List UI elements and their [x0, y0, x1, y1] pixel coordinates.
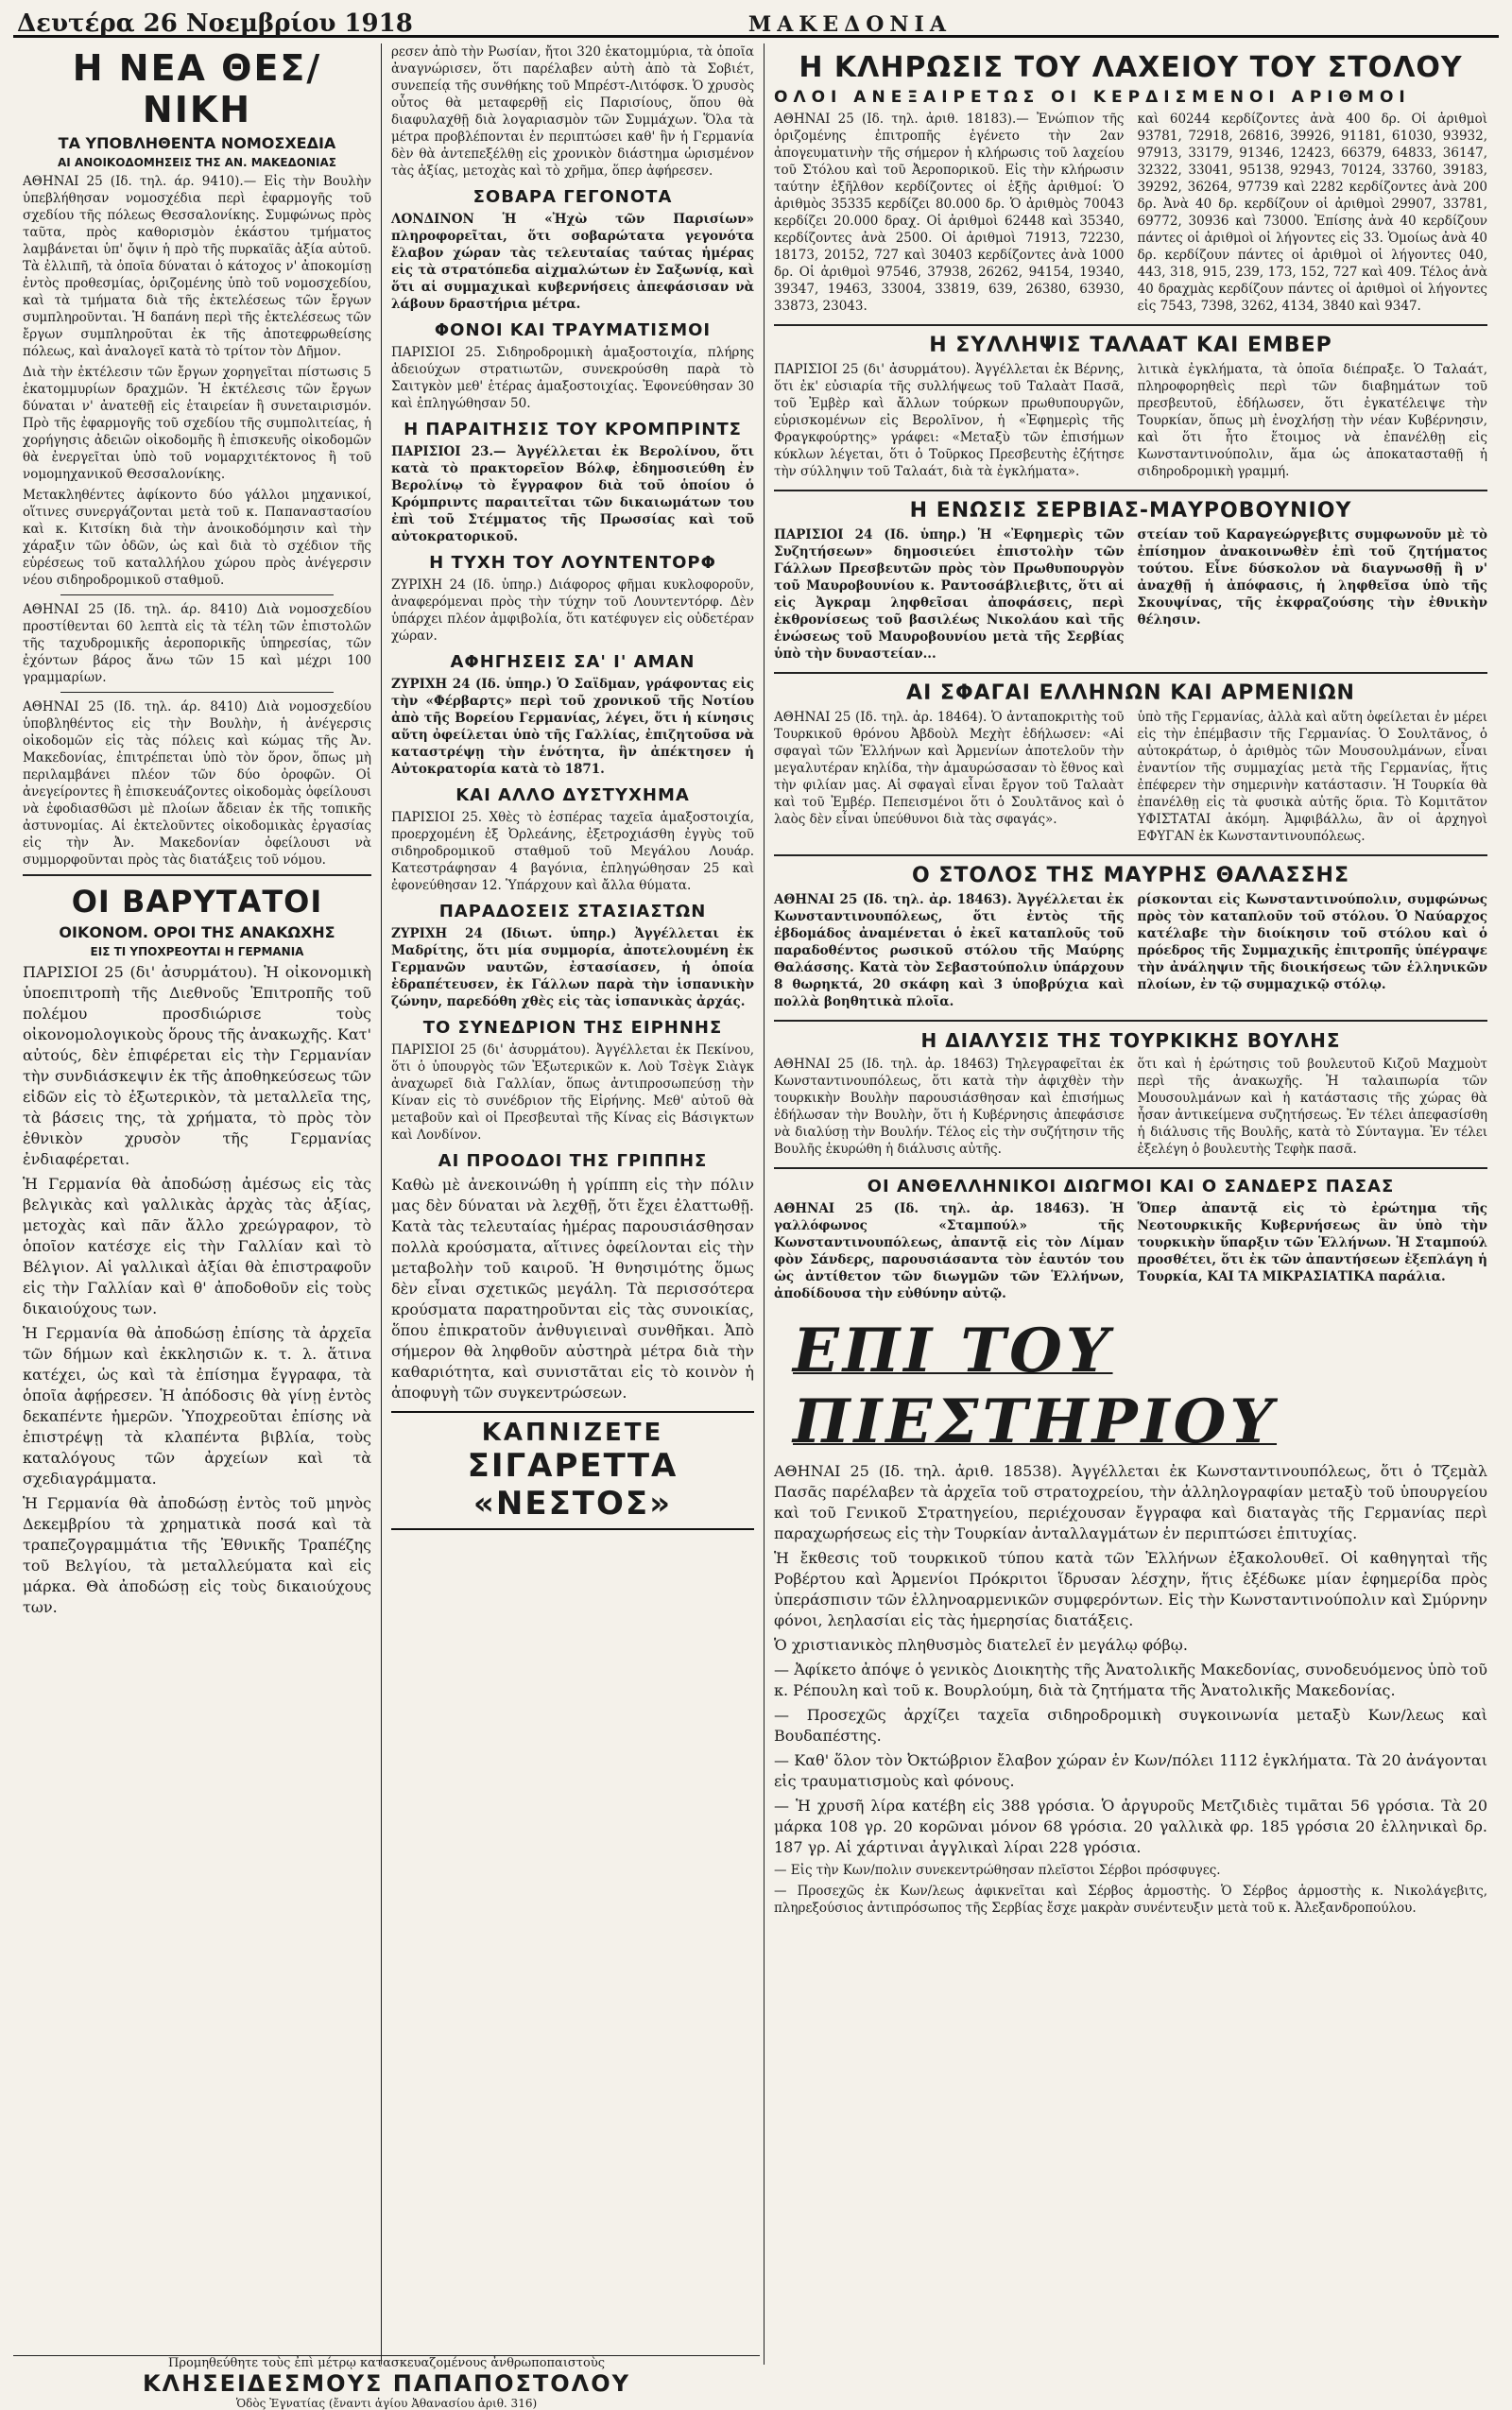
headline-rebels-surrender: ΠΑΡΑΔΟΣΕΙΣ ΣΤΑΣΙΑΣΤΩΝ — [438, 902, 707, 921]
article-paragraph: Διὰ τὴν ἐκτέλεσιν τῶν ἔργων χορηγεῖται πίστωσις 5 ἑκατομμυρίων δραχμῶν. Ἡ ἐκτέλεσις τῶν ἔργων δύναται ν' ἀνατεθῇ εἰς ἑταιρείαν ἢ συνεταιρισμόν. Πρὸ τῆς ἐφαρμογῆς τοῦ σχεδίου τῆς συμπολιτείας, ἡ χορήγησις ἀδειῶν οἰκοδομῆς ἢ ἐπισκευῆς οἰκοδομῶν θὰ ἐνεργεῖται ὑπὸ τοῦ νομαρχιτέκτονος ἢ τοῦ νομομηχανικοῦ Θεσσαλονίκης. — [23, 365, 371, 482]
article-paragraph: ρεσεν ἀπὸ τὴν Ρωσίαν, ἤτοι 320 ἑκατομμύρια, τὰ ὁποῖα ἀναγνώρισεν, ὅτι παρέλαβεν αὐτὴ ἀπὸ τὰ Σοβιέτ, συνεπείᾳ τῆς συνθήκης τοῦ Μπρέστ-Λιτόφσκ. Ὁ χρυσὸς οὗτος θὰ μεταφερθῇ εἰς Παρισίους, ὅπου θὰ διαφυλαχθῇ διὰ λογαριασμὸν τῶν Συμμάχων. Ὅλα τὰ μέτρα προβλέπονται ἐν περιπτώσει καθ' ἣν ἡ Γερμανία δὲν θὰ ἀντεπεξέλθῃ εἰς χρονικὸν διάστημα ὡρισμένον τὰς ἀξίας, μετοχὰς καὶ τὸ χρῆμα, ὅπερ ἀφήρεσεν. — [391, 44, 754, 179]
parliament-block — [774, 1056, 1487, 1162]
article-paragraph: ΖΥΡΙΧΗ 24 (Ιδ. ὑπηρ.) Διάφορος φῆμαι κυκλοφοροῦν, ἀναφερόμεναι πρὸς τὴν τύχην τοῦ Λουντεντόρφ. Δὲν ὑπάρχει πλέον ἀμφιβολία, ὅτι κατέφυγεν εἰς οὐδετέραν χώραν. — [391, 577, 754, 644]
article-paragraph: ΑΘΗΝΑΙ 25 (Ιδ. τηλ. ἀριθ. 18183).— Ἐνώπιον τῆς ὁριζομένης ἐπιτροπῆς ἐγένετο τὴν 2αν ἀπογευματινὴν τῆς σήμερον ἡ κλήρωσις τοῦ λαχείου τοῦ Στόλου καὶ τοῦ Ἀεροπορικοῦ. Εἰς τὴν κλήρωσιν ταύτην ἐξῆλθον κερδίζοντες οἱ ἑξῆς ἀριθμοί: Ὁ ἀριθμὸς 35335 κερδίζει 80.000 δρ. Ὁ ἀριθμὸς 70043 κερδίζει 20.000 δραχ. Οἱ ἀριθμοὶ 62448 καὶ 35340, κερδίζοντες ἀνὰ 2500. Οἱ ἀριθμοὶ 71913, 72230, 18173, 20152, 727 καὶ 30403 κερδίζοντες ἀνὰ 1000 δρ. Οἱ ἀριθμοὶ 97546, 37938, 26262, 94154, 19340, 39347, 19463, 33004, 33819, 639, 26380, 63930, 33873, 23043. — [774, 112, 1125, 314]
subhead-winning-numbers: ΟΛΟΙ ΑΝΕΞΑΙΡΕΤΩΣ ΟΙ ΚΕΡΔΙΣΜΕΝΟΙ ΑΡΙΘΜΟΙ — [774, 88, 1411, 107]
article-paragraph: ΠΑΡΙΣΙΟΙ 25 (δι' ἀσυρμάτου). Ἀγγέλλεται ἐκ Πεκίνου, ὅτι ὁ ὑπουργὸς τῶν Ἐξωτερικῶν κ. Λοὺ Τσὲγκ Σιὰγκ ἀναχωρεῖ διὰ Γαλλίαν, ὅπως ἀντιπροσωπεύσῃ τὴν Κίναν εἰς τὸ συνέδριον τῆς Εἰρήνης. Μεθ' αὐτοῦ θὰ μεταβοῦν καὶ οἱ Πρεσβευταὶ τῆς Κίνας εἰς Βάσιγκτων καὶ Λονδίνον. — [391, 1042, 754, 1143]
article-paragraph: Καθὼ μὲ ἀνεκοινώθη ἡ γρίππη εἰς τὴν πόλιν μας δὲν δύναται νὰ λεχθῇ, ὅτι ἔχει ἐλαττωθῇ. Κατὰ τὰς τελευταίας ἡμέρας παρουσιάσθησαν πολλὰ κρούσματα, αἵτινες ὀφείλονται εἰς τὴν μεταβολὴν τοῦ καιροῦ. Ἡ θνησιμότης ὅμως δὲν εἶναι σχετικῶς μεγάλη. Τὰ περισσότερα κρούσματα παρατηροῦνται εἰς τὰς συνοικίας, ὅπου ἐπικρατοῦν ἀνθυγιειναὶ συνθῆκαι. Ἀπὸ σήμερον θὰ ληφθοῦν αὐστηρὰ μέτρα διὰ τὴν καθαριότητα, καὶ συνιστᾶται εἰς τὸ κοινὸν ἡ ἀποφυγὴ τῶν συγκεντρώσεων. — [391, 1176, 754, 1402]
subhead-armistice-terms: ΟΙΚΟΝΟΜ. ΟΡΟΙ ΤΗΣ ΑΝΑΚΩΧΗΣ — [59, 923, 335, 941]
headline-crown-prince: Η ΠΑΡΑΙΤΗΣΙΣ ΤΟΥ ΚΡΟΜΠΡΙΝΤΣ — [404, 420, 742, 439]
article-paragraph: ΠΑΡΙΣΙΟΙ 25. Σιδηροδρομικὴ ἁμαξοστοιχία, πλήρης ἀδειούχων στρατιωτῶν, συνεκρούσθη παρὰ τὸ Σαιτγκὸν μεθ' ἑτέρας ἁμαξοστοιχίας. Ἐφονεύθησαν 30 καὶ ἐπληγώθησαν 50. — [391, 345, 754, 411]
article-paragraph: ὅτι καὶ ἡ ἐρώτησις τοῦ βουλευτοῦ Κιζοῦ Μαχμοὺτ περὶ τῆς ἀνακωχῆς. Ἡ ταλαιπωρία τῶν Μουσουλμάνων καὶ ἡ κατάστασις τῆς χώρας θὰ ἦσαν ἀντικείμενα συζητήσεως. Ἐν τέλει ἀπεφασίσθη ἡ διάλυσις τῆς Βουλῆς, κατὰ τὸ Σύνταγμα. Ἐν τέλει ἐξελέγη ὁ βουλευτὴς Τεφὴκ πασᾶ. — [1137, 1057, 1487, 1157]
headline-killings: ΦΟΝΟΙ ΚΑΙ ΤΡΑΥΜΑΤΙΣΜΟΙ — [434, 320, 712, 340]
article-paragraph: ΑΘΗΝΑΙ 25 (Ιδ. τηλ. ἀρ. 18463) Τηλεγραφεῖται ἐκ Κωνσταντινουπόλεως, ὅτι κατὰ τὴν ἀφιχθὲν τὴν τουρκικὴν Βουλὴν παρουσιάσθησαν καὶ ἐπισήμως ἐδήλωσαν τὴν Βουλὴν, ὅτι ἡ Κυβέρνησις ἀπεφάσισε νὰ διαλύσῃ τὴν Βουλήν. Τέλος εἰς τὴν συζήτησιν τῆς Βουλῆς ἐκυρώθη ἡ διάλυσις αὐτῆς. — [774, 1057, 1125, 1157]
ad-smoke: ΚΑΠΝΙΖΕΤΕ — [481, 1419, 664, 1447]
footer-ad — [13, 2355, 760, 2410]
article-paragraph: ΑΘΗΝΑΙ 25 (Ιδ. τηλ. άρ. 8410) Διὰ νομοσχεδίου προστίθενται 60 λεπτὰ εἰς τὰ τέλη τῶν ἐπιστολῶν τῆς ταχυδρομικῆς ἀεροπορικῆς ὑπηρεσίας, τῶν ἐχόντων βάρος ἄνω τῶν 15 καὶ μέχρι 100 γραμμαρίων. — [23, 602, 371, 685]
headline-persecutions: ΟΙ ΑΝΘΕΛΛΗΝΙΚΟΙ ΔΙΩΓΜΟΙ ΚΑΙ Ο ΣΑΝΔΕΡΣ ΠΑΣΑΣ — [867, 1177, 1395, 1196]
headline-serious-events: ΣΟΒΑΡΑ ΓΕΓΟΝΟΤΑ — [472, 187, 673, 207]
article-paragraph: Ἡ Γερμανία θὰ ἀποδώσῃ ἀμέσως εἰς τὰς βελγικὰς καὶ γαλλικὰς ἀρχὰς τὰς ἀξίας, μετοχὰς καὶ πᾶν ἄλλο χρεώγραφον, τὸ ὁποῖον κατέσχε εἰς τὴν Γαλλίαν καὶ τὸ Βέλγιον. Αἱ γαλλικαὶ ἀξίαι θὰ ἐπιστραφοῦν εἰς τὴν Γαλλίαν καὶ θ' ἀποδοθοῦν εἰς τοὺς δικαιούχους των. — [23, 1175, 371, 1317]
headline-new-thessaloniki: Η ΝΕΑ ΘΕΣ/ΝΙΚΗ — [72, 47, 322, 130]
lottery-block — [774, 111, 1487, 318]
article-paragraph: Ἡ Γερμανία θὰ ἀποδώσῃ ἐντὸς τοῦ μηνὸς Δεκεμβρίου τὰ χρηματικὰ ποσά καὶ τὰ τραπεζογραμμάτια τῆς Ἐθνικῆς Τραπέζης τοῦ Βελγίου, τὰ μεταλλεύματα καὶ εἰς μάρκα. Θὰ ἀποδώσῃ εἰς τοὺς δικαιούχους των. — [23, 1494, 371, 1616]
headline-ludendorff: Η ΤΥΧΗ ΤΟΥ ΛΟΥΝΤΕΝΤΟΡΦ — [429, 553, 716, 573]
article-paragraph: ΠΑΡΙΣΙΟΙ 25. Χθὲς τὸ ἑσπέρας ταχεῖα ἁμαξοστοιχία, προερχομένη ἐξ Ὀρλεάνης, ἐξετροχιάσθη ἐγγὺς τοῦ σιδηροδρομικοῦ σταθμοῦ τοῦ Μεγάλου Λουάρ. Κατεστράφησαν 4 βαγόνια, ἐπληγώθησαν 25 καὶ ἐφονεύθησαν 12. Ὑπάρχουν καὶ ἄλλα θύματα. — [391, 810, 754, 893]
headline-peace-conference: ΤΟ ΣΥΝΕΔΡΙΟΝ ΤΗΣ ΕΙΡΗΝΗΣ — [422, 1018, 723, 1038]
cigarette-ad — [391, 1411, 754, 1530]
divider — [60, 594, 334, 595]
article-paragraph: Ἡ Γερμανία θὰ ἀποδώσῃ ἐπίσης τὰ ἀρχεῖα τῶν δήμων καὶ ἐκκλησιῶν κ. τ. λ. ἅτινα κατέχει, ὡς καὶ τὰ ἐπίσημα ἔγγραφα, τὰ ὁποῖα ἀφῄρεσεν. Ἡ ἀπόδοσις θὰ γίνῃ ἐντὸς δεκαπέντε ἡμερῶν. Ὑποχρεοῦται ἐπίσης νὰ ἐπιστρέψῃ τὰ κλαπέντα βιβλία, τοὺς καταλόγους τῶν ἀρχείων καὶ τὰ σχεδιαγράμματα. — [23, 1324, 371, 1488]
article-paragraph: ΑΘΗΝΑΙ 25 (Ιδ. τηλ. ἀρ. 18463). Ἡ γαλλόφωνος «Σταμπούλ» τῆς Κωνσταντινουπόλεως, ἀπαντᾷ εἰς τὸν Λίμαν φὸν Σάνδερς, παρουσιάσαντα τὸν ἑαυτόν του ὡς ἀντίθετον τῶν διωγμῶν τῶν Ἑλλήνων, ἀποδίδουσα τὴν εὐθύνην αὐτῷ. — [774, 1201, 1125, 1301]
article-paragraph: ὑπὸ τῆς Γερμανίας, ἀλλὰ καὶ αὕτη ὀφείλεται ἐν μέρει εἰς τὴν ἐπέμβασιν τῆς Γερμανίας. Ὁ Σουλτᾶνος, ὁ αὐτοκράτωρ, ὁ ἀριθμὸς τῶν Μουσουλμάνων, εἶναι ἐναντίον τῆς συμμαχίας μετὰ τῆς Γερμανίας, ἥτις ἐπέφερεν τὴν σημερινὴν κατάστασιν. Ἡ Τουρκία θὰ ἐπανέλθῃ εἰς τὰ φυσικὰ αὐτῆς ὅρια. Τὸ Κομιτᾶτον ΥΦΙΣΤΑΤΑΙ ἀκόμη. Ἀμφιβάλλω, ἂν οἱ ἀρχηγοὶ ΕΦΥΓΑΝ ἐκ Κωνσταντινουπόλεως. — [1137, 710, 1487, 844]
headline-turkish-parliament: Η ΔΙΑΛΥΣΙΣ ΤΗΣ ΤΟΥΡΚΙΚΗΣ ΒΟΥΛΗΣ — [920, 1029, 1341, 1052]
subhead-rebuilding: ΑΙ ΑΝΟΙΚΟΔΟΜΗΣΕΙΣ ΤΗΣ ΑΝ. ΜΑΚΕΔΟΝΙΑΣ — [57, 156, 336, 169]
article-paragraph: καὶ 60244 κερδίζοντες ἀνὰ 400 δρ. Οἱ ἀριθμοὶ 93781, 72918, 26816, 39926, 91181, 61030, 93932, 97913, 33179, 91346, 12423, 66379, 64833, 36147, 32322, 33041, 95138, 92943, 70124, 33760, 39183, 39292, 36264, 97739 καὶ 2282 κερδίζοντες ἀνὰ 200 δρ. Ἀνὰ 40 δρ. κερδίζουν οἱ ἀριθμοὶ 29907, 33781, 69772, 30936 καὶ 73000. Ἐπίσης ἀνὰ 40 κερδίζουν πάντες οἱ ἀριθμοὶ οἱ λήγοντες εἰς 33. Ὁμοίως ἀνὰ 40 δρ. κερδίζουν πάντες οἱ ἀριθμοὶ οἱ λήγοντες 040, 443, 318, 915, 239, 173, 152, 727 καὶ 409. Τέλος ἀνὰ 40 δραχμὰς κερδίζουν πάντες οἱ ἀριθμοὶ οἱ λήγοντες εἰς 7543, 7398, 3262, 4134, 3840 καὶ 9347. — [1137, 112, 1487, 314]
divider — [23, 874, 371, 876]
article-paragraph: ΑΘΗΝΑΙ 25 (Ιδ. τηλ. ἀρ. 18463). Ἀγγέλλεται ἐκ Κωνσταντινουπόλεως, ὅτι ἐντὸς τῆς ἑβδομάδος ἀναμένεται ὁ ἐκεῖ καταπλοῦς τοῦ παραδοθέντος ρωσικοῦ στόλου τῆς Μαύρης Θαλάσσης. Κατὰ τὸν Σεβαστούπολιν ὑπάρχουν 8 θωρηκτά, 20 σκάφη καὶ 3 ὑποβρύχια καὶ πολλὰ βοηθητικὰ πλοῖα. — [774, 892, 1125, 1009]
article-paragraph: Μετακληθέντες ἀφίκοντο δύο γάλλοι μηχανικοί, οἵτινες συνεργάζονται μετὰ τοῦ κ. Παπαναστασίου καὶ κ. Κιτσίκη διὰ τὴν ἀνοικοδόμησιν καὶ τὴν χάραξιν τῶν ὁδῶν, ὡς καὶ διὰ τὸ σχέδιον τῆς εὑρέσεως τοῦ καταλλήλου χώρου πρὸς ἀνέγερσιν νέου σιδηροδρομικοῦ σταθμοῦ. — [23, 488, 371, 588]
article-paragraph: — Προσεχῶς ἐκ Κων/λεως ἀφικνεῖται καὶ Σέρβος ἁρμοστὴς. Ὁ Σέρβος ἁρμοστὴς κ. Νικολάγεβιτς, πληρεξούσιος ἀντιπρόσωπος τῆς Σερβίας ἔσχε μακρὰν συνέντευξιν μετὰ τοῦ κ. Ἀλεξανδροπούλου. — [774, 1884, 1487, 1916]
article-paragraph: — Καθ' ὅλον τὸν Ὀκτώβριον ἔλαβον χώραν ἐν Κων/πόλει 1112 ἐγκλήματα. Τὰ 20 ἀνάγονται εἰς τραυματισμοὺς καὶ φόνους. — [774, 1751, 1487, 1790]
divider — [60, 692, 334, 693]
issue-date: Δευτέρα 26 Νοεμβρίου 1918 — [17, 9, 413, 38]
persecutions-block — [774, 1200, 1487, 1306]
masthead — [13, 6, 1499, 38]
article-paragraph: — Ἡ χρυσῆ λίρα κατέβη εἰς 388 γρόσια. Ὁ ἀργυροῦς Μετζιδιὲς τιμᾶται 56 γρόσια. Τὰ 20 μάρκα 108 γρ. 20 κορῶναι μόνον 68 γρόσια. 20 γαλλικὰ φρ. 185 γρόσια 20 ἑλληνικαὶ δρ. 187 γρ. Αἱ χάρτιναι ἀγγλικαὶ λίραι 228 γρόσια. — [774, 1797, 1487, 1856]
article-paragraph: ΠΑΡΙΣΙΟΙ 24 (Ιδ. ὑπηρ.) Ἡ «Ἐφημερὶς τῶν Συζητήσεων» δημοσιεύει ἐπιστολὴν τῶν Γάλλων Πρεσβευτῶν πρὸς τὸν Πρωθυπουργὸν τοῦ Μαυροβουνίου κ. Ραντοσάβλιεβιτς, ὅτι αἱ εἰς Ἀγκραμ ληφθεῖσαι ἀποφάσεις, περὶ ἐκθρονίσεως τοῦ βασιλέως Νικολάου καὶ τῆς ἑνώσεως τοῦ Μαυροβουνίου μετὰ τῆς Σερβίας ὑπὸ τὴν δυναστείαν... — [774, 527, 1125, 662]
article-paragraph: ΖΥΡΙΧΗ 24 (Ιδιωτ. ὑπηρ.) Ἀγγέλλεται ἐκ Μαδρίτης, ὅτι μία συμμορία, ἀποτελουμένη ἐκ Γερμανῶν ναυτῶν, ἐστασίασεν, ἡ ὁποία ἐδραπέτευσεν, ἐκ Γάλλων παρὰ τὴν ἱσπανικὴν ζώνην, παρεδόθη χθὲς εἰς τὰς ἱσπανικὰς ἀρχάς. — [391, 926, 754, 1009]
footer-ad-name: ΚΛΗΣΕΙΔΕΣΜΟΥΣ ΠΑΠΑΠΟΣΤΟΛΟΥ — [142, 2370, 631, 2397]
article-paragraph: ΑΘΗΝΑΙ 25 (Ιδ. τηλ. ἀριθ. 18538). Ἀγγέλλεται ἐκ Κωνσταντινουπόλεως, ὅτι ὁ Τζεμὰλ Πασᾶς παρέλαβεν τὰ ἀρχεῖα τοῦ στρατοχρείου, τὴν ἀλληλογραφίαν μεταξὺ τοῦ ὑπουργείου καὶ τοῦ Γενικοῦ Στρατηγείου, περιέχουσαν ἔγγραφα καὶ διαταγὰς τῆς Γερμανίας περὶ παραχωρήσεως εἰς τὴν Τουρκίαν ἀνταλλαγμάτων ἐν περιπτώσει ἐπιτυχίας. — [774, 1462, 1487, 1542]
fleet-block — [774, 891, 1487, 1014]
column-3 — [765, 43, 1497, 2365]
article-paragraph: λιτικὰ ἐγκλήματα, τὰ ὁποῖα διέπραξε. Ὁ Ταλαάτ, πληροφορηθεὶς περὶ τῶν διαβημάτων τοῦ πρεσβευτοῦ, ἐδήλωσεν, ὅτι ἐγκατέλειψε τὴν Τουρκίαν, ὅπως μὴ ἐνοχλήσῃ τὴν νέαν Κυβέρνησιν, καὶ ὅτι ἦτο ἕτοιμος νὰ ἐπανέλθῃ εἰς Κωνσταντινούπολιν, ἅμα ὡς ἀποκατασταθῇ ἡ σιδηροδρομικὴ γραμμή. — [1137, 362, 1487, 479]
ad-brand: ΣΙΓΑΡΕΤΤΑ «ΝΕΣΤΟΣ» — [467, 1447, 679, 1523]
footer-ad-line1: Προμηθεύθητε τοὺς ἐπὶ μέτρῳ κατασκευαζομένους ἀνθρωποπαιστοὺς — [167, 2356, 606, 2370]
columns — [13, 43, 1499, 2365]
divider — [774, 854, 1487, 856]
article-paragraph: ΑΘΗΝΑΙ 25 (Ιδ. τηλ. άρ. 8410) Διὰ νομοσχεδίου ὑποβληθέντος εἰς τὴν Βουλὴν, ἡ ἀνέγερσις οἰκοδομῶν εἰς τὰς πόλεις καὶ κώμας τῆς Ἀν. Μακεδονίας, ἐπιτρέπεται ὑπὸ τὸν ὅρον, ὅπως μὴ περιλαμβάνει πλέον τῶν δύο ὀροφῶν. Οἱ ἀνεγείροντες ἢ ἐπισκευάζοντες οἰκοδομὰς ὀφείλουσι νὰ ἐφοδιασθῶσι μὲ πλοίων ἄδειαν ἐκ τῆς τοπικῆς ἀστυνομίας. Αἱ ἐκτελοῦντες οἰκοδομικὰς ἐργασίας εἰς τὴν Ἀν. Μακεδονίαν ὀφείλουσι νὰ συμμορφοῦνται πρὸς τὰς διατάξεις τοῦ νόμου. — [23, 699, 371, 868]
article-paragraph: στείαν τοῦ Καραγεώργεβιτς συμφωνοῦν μὲ τὸ ἐπίσημον ἀνακοινωθὲν ἐπὶ τοῦ ζητήματος τούτου. Εἶνε δύσκολον νὰ διαγνωσθῇ ἢ ν' ἀναχθῇ ἡ ἀπόφασις, ἡ ληφθεῖσα ὑπὸ τῆς Σκουψίνας, τῆς ἐκφραζούσης τὴν ἐθνικὴν θέλησιν. — [1137, 527, 1487, 628]
divider — [774, 324, 1487, 326]
article-paragraph: ΠΑΡΙΣΙΟΙ 25 (δι' ἀσυρμάτου). Ἀγγέλλεται ἐκ Βέρνης, ὅτι ἐκ' εὐσιαρία τῆς συλλήψεως τοῦ Ταλαὰτ Πασᾶ, τοῦ Ἐμβὲρ καὶ ἄλλων τούρκων πρωθυπουργῶν, εὑρισκομένων εἰς Βερολῖνον, ἡ «Ἐφημερὶς τῆς Φραγκφούρτης» γράφει: «Μεταξὺ τῶν ἐπισήμων κύκλων λέγεται, ὅτι ὁ Τοῦρκος Πρεσβευτὴς ἐζήτησε τὴν σύλληψιν τοῦ Ταλαάτ, διὰ τὰ ἐγκλήματα». — [774, 362, 1125, 479]
article-paragraph: — Εἰς τὴν Κων/πολιν συνεκεντρώθησαν πλεῖστοι Σέρβοι πρόσφυγες. — [774, 1863, 1221, 1878]
divider — [774, 672, 1487, 674]
headline-heaviest: ΟΙ ΒΑΡΥΤΑΤΟΙ — [71, 884, 323, 920]
article-paragraph: ΑΘΗΝΑΙ 25 (Ιδ. τηλ. ἀρ. 18464). Ὁ ἀνταποκριτὴς τοῦ Τουρκικοῦ θρόνου Ἀβδοὺλ Μεχὴτ ἐδήλωσεν: «Αἱ σφαγαὶ τῶν Ἑλλήνων καὶ Ἀρμενίων ἀποτελοῦν τὴν μεγαλυτέραν κηλίδα, τὴν ἀμαυρώσασαν τὸ ἔθνος καὶ τὴν φιλίαν μας. Αἱ σφαγαὶ εἶναι ἔργον τοῦ Ταλαὰτ καὶ τοῦ Ἐμβέρ. Πεπεισμένοι ὅτι ὁ Σουλτᾶνος καὶ ὁ λαὸς δὲν εἶναι ὑπεύθυνοι διὰ τὰς σφαγάς». — [774, 710, 1125, 827]
article-paragraph: ΛΟΝΔΙΝΟΝ Ἡ «Ἠχὼ τῶν Παρισίων» πληροφορεῖται, ὅτι σοβαρώτατα γεγονότα ἔλαβον χώραν τὰς τελευταίας ταύτας ἡμέρας εἰς τὰ στρατόπεδα αἰχμαλώτων ἐν Σαξωνίᾳ, καὶ ὅτι αἱ συμμαχικαὶ κυβερνήσεις ἀπεφάσισαν νὰ λάβουν δραστήρια μέτρα. — [391, 212, 754, 312]
article-paragraph: Ἡ ἔκθεσις τοῦ τουρκικοῦ τύπου κατὰ τῶν Ἑλλήνων ἐξακολουθεῖ. Οἱ καθηγηταὶ τῆς Ροβέρτου καὶ Ἀρμενίοι Πρόκριτοι ἵδρυσαν λέσχην, ἥτις ἐξέδωκε μίαν ἐφημερίδα πρὸς ὑπεράσπισιν τῶν ἑλληνοαρμενικῶν συμφερόντων. Εἰς τὴν Κωνσταντινούπολιν καὶ Σμύρνην φόνοι, λεηλασίαι εἰς τὰς ἡμερησίας διατάξεις. — [774, 1549, 1487, 1629]
article-paragraph: Ὁ χριστιανικὸς πληθυσμὸς διατελεῖ ἐν μεγάλῳ φόβῳ. — [774, 1636, 1188, 1654]
article-paragraph: ρίσκονται εἰς Κωνσταντινούπολιν, συμφώνως πρὸς τὸν καταπλοῦν τοῦ στόλου. Ὁ Ναύαρχος κατέλαβε τὴν διοίκησιν τοῦ στόλου καὶ ὁ πρόεδρος τῆς Συμμαχικῆς ἐπιτροπῆς ὑπέγραψε τὴν ἀνάληψιν τῆς διοικήσεως τῶν ἑλληνικῶν πλοίων, ἐν τῷ συμμαχικῷ στόλῳ. — [1137, 892, 1487, 992]
subhead-bills: ΤΑ ΥΠΟΒΛΗΘΕΝΤΑ ΝΟΜΟΣΧΕΔΙΑ — [58, 134, 336, 152]
headline-flu: ΑΙ ΠΡΟΟΔΟΙ ΤΗΣ ΓΡΙΠΠΗΣ — [438, 1151, 708, 1171]
headline-black-sea-fleet: Ο ΣΤΟΛΟΣ ΤΗΣ ΜΑΥΡΗΣ ΘΑΛΑΣΣΗΣ — [912, 864, 1349, 887]
article-paragraph: ΑΘΗΝΑΙ 25 (Ιδ. τηλ. άρ. 9410).— Εἰς τὴν Βουλὴν ὑπεβλήθησαν νομοσχέδια περὶ ἐφαρμογῆς τοῦ σχεδίου τῆς πόλεως Θεσσαλονίκης. Συμφώνως πρὸς ταῦτα, πρὸς καθορισμὸν ἑκάστου τμήματος λαμβάνεται ὑπ' ὄψιν ἡ πρὸ τῆς πυρκαϊᾶς ἀξία αὐτοῦ. Τὰ ἐλλιπῆ, τὰ ὁποῖα δύναται ὁ κάτοχος ν' ἀποκομίσῃ ἐντὸς προθεσμίας, ὁριζομένης ὑπὸ τοῦ νομοσχεδίου, καὶ τὰ τμήματα διὰ τῆς ἐκτελέσεως τῶν ἔργων συμπληροῦνται. Ἡ δαπάνη περὶ τῆς ἐκτελέσεως τῶν ἔργων συμπληροῦται ἐκ τῆς ἀποτεφρωθείσης πόλεως, καὶ ἀναλογεῖ κατὰ τὸ τρίτον τὸν Δῆμον. — [23, 174, 371, 359]
paper-title: ΜΑΚΕΔΟΝΙΑ — [747, 12, 952, 37]
article-paragraph: ΠΑΡΙΣΙΟΙ 23.— Ἀγγέλλεται ἐκ Βερολίνου, ὅτι κατὰ τὸ πρακτορεῖον Βόλφ, ἐδημοσιεύθη ἐν Βερολίνῳ τὸ ἔγγραφον διὰ τοῦ ὁποίου ὁ Κρόμπριντς παραιτεῖται τῶν δικαιωμάτων του ἐπὶ τοῦ Στέμματος τῆς Πρωσσίας καὶ τοῦ αὐτοκρατορικοῦ. — [391, 444, 754, 544]
headline-massacres: ΑΙ ΣΦΑΓΑΙ ΕΛΛΗΝΩΝ ΚΑΙ ΑΡΜΕΝΙΩΝ — [906, 681, 1355, 705]
article-paragraph: — Ἀφίκετο ἀπόψε ὁ γενικὸς Διοικητὴς τῆς Ἀνατολικῆς Μακεδονίας, συνοδευόμενος ὑπὸ τοῦ κ. Ρέπουλη καὶ τοῦ κ. Βουρλούμη, διὰ τὰ ζητήματα τῆς Ἀνατολικῆς Μακεδονίας. — [774, 1661, 1487, 1699]
headline-lottery: Η ΚΛΗΡΩΣΙΣ ΤΟΥ ΛΑΧΕΙΟΥ ΤΟΥ ΣΤΟΛΟΥ — [799, 51, 1463, 84]
headline-on-the-press: ΕΠΙ ΤΟΥ ΠΙΕΣΤΗΡΙΟΥ — [793, 1316, 1278, 1457]
column-2 — [382, 43, 765, 2365]
footer-ad-address: Ὁδὸς Ἐγνατίας (ἔναντι ἁγίου Ἀθανασίου ἀριθ. 316) — [235, 2397, 538, 2410]
headline-talaat-enver: Η ΣΥΛΛΗΨΙΣ ΤΑΛΑΑΤ ΚΑΙ ΕΜΒΕΡ — [929, 334, 1332, 357]
headline-scheidemann: ΑΦΗΓΗΣΕΙΣ ΣΑ' Ι' ΑΜΑΝ — [450, 652, 696, 672]
serbia-block — [774, 526, 1487, 666]
massacres-block — [774, 709, 1487, 849]
article-paragraph: ΖΥΡΙΧΗ 24 (Ιδ. ὑπηρ.) Ὁ Σαϊδμαν, γράφοντας εἰς τὴν «Φέρβαρτς» περὶ τοῦ χρονικοῦ τῆς Νοτίου ἀπὸ τῆς Βορείου Γερμανίας, λέγει, ὅτι ἡ κίνησις αὕτη ὀφείλεται ὑπὸ τῆς Γαλλίας, ἐπιζητοῦσα νὰ καταστρέψῃ τὴν ἑνότητα, ἣν ἀπέκτησεν ἡ Αὐτοκρατορία κατὰ τὸ 1871. — [391, 677, 754, 777]
divider — [774, 1167, 1487, 1169]
article-paragraph: — Προσεχῶς ἀρχίζει ταχεῖα σιδηροδρομικὴ συγκοινωνία μεταξὺ Κων/λεως καὶ Βουδαπέστης. — [774, 1706, 1487, 1745]
talaat-block — [774, 361, 1487, 484]
divider — [774, 490, 1487, 491]
article-paragraph: Ὅπερ ἀπαντᾷ εἰς τὸ ἐρώτημα τῆς Νεοτουρκικῆς Κυβερνήσεως ἂν ὑπὸ τὴν τουρκικὴν ὕπαρξιν τῶν Ἑλλήνων. Ἡ Σταμπούλ προσθέτει, ὅτι ἐκ τῶν ἀπαντήσεων ἐξεπλάγη ἡ Τουρκία, ΚΑΙ ΤΑ ΜΙΚΡΑΣΙΑΤΙΚΑ παράλια. — [1137, 1201, 1487, 1284]
column-1 — [13, 43, 382, 2365]
headline-another-accident: ΚΑΙ ΑΛΛΟ ΔΥΣΤΥΧΗΜΑ — [455, 785, 690, 805]
article-paragraph: ΠΑΡΙΣΙΟΙ 25 (δι' ἀσυρμάτου). Ἡ οἰκονομικὴ ὑποεπιτροπὴ τῆς Διεθνοῦς Ἐπιτροπῆς τοῦ πολέμου προσδιώρισε τοὺς οἰκονομολογικοὺς ὅρους τῆς ἀνακωχῆς. Κατ' αὐτούς, δὲν ἐπιφέρεται εἰς τὴν Γερμανίαν τὴν συνδιάσκεψιν ἐκ τῆς ἀποθηκεύσεως τῶν εἰδῶν εἰς τὸ ἐξωτερικὸν, τὰ μεταλλεῖα της, τὰ βάσεις της, τὰ χρήματα, τὸ πρὸς τὸν ἐθνικὸν χρυσὸν τῆς Γερμανίας ἐνδιαφέρεται. — [23, 963, 371, 1168]
subhead-germany-obligations: ΕΙΣ ΤΙ ΥΠΟΧΡΕΟΥΤΑΙ Η ΓΕΡΜΑΝΙΑ — [90, 945, 304, 958]
divider — [774, 1020, 1487, 1022]
headline-serbia-montenegro: Η ΕΝΩΣΙΣ ΣΕΡΒΙΑΣ-ΜΑΥΡΟΒΟΥΝΙΟΥ — [909, 499, 1352, 523]
